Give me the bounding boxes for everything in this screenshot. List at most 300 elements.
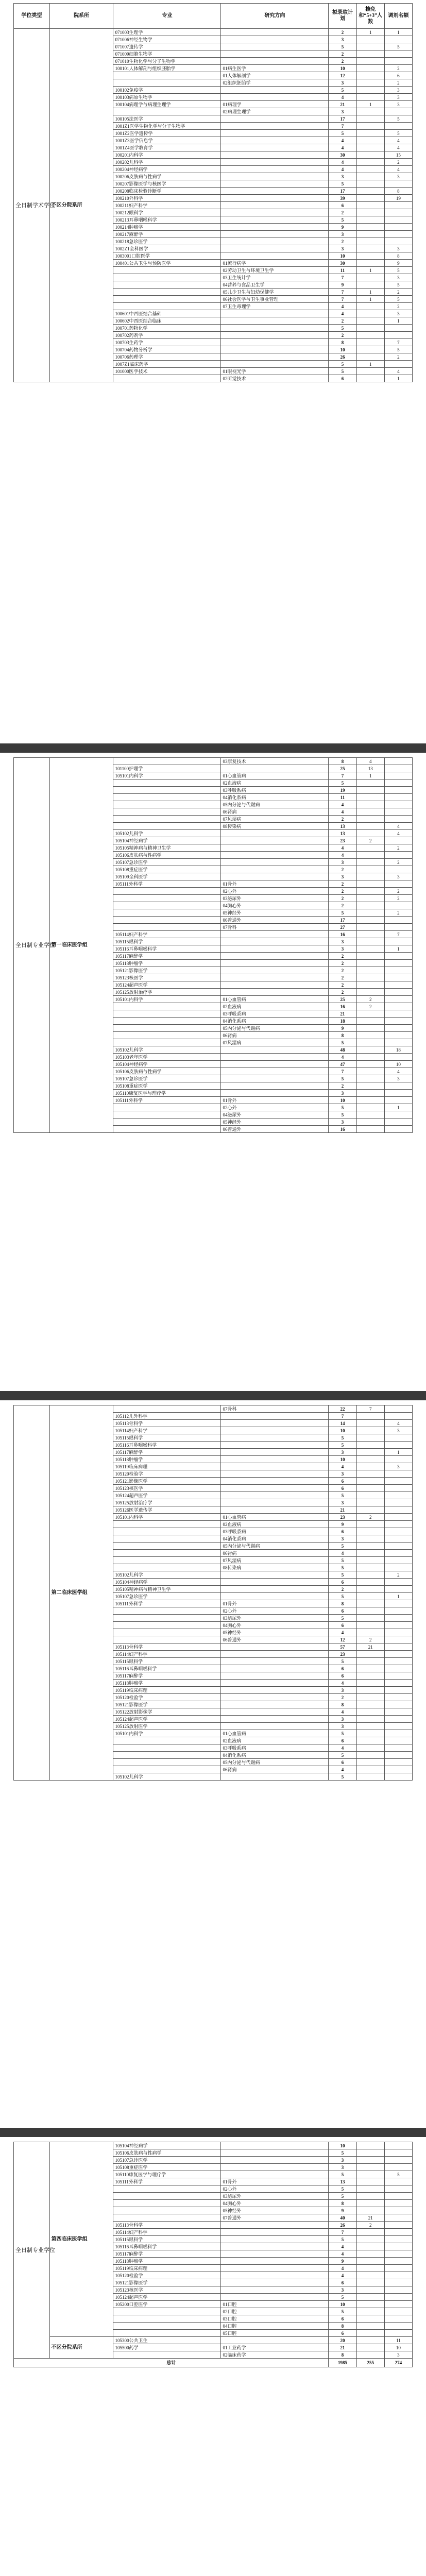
direction-cell: 01骨外 [221, 1600, 329, 1607]
major-cell [113, 1752, 221, 1759]
major-cell: 105106皮肤病与性病学 [113, 1068, 221, 1075]
plan-count-cell: 2 [329, 29, 356, 36]
exempt-count-cell [356, 924, 384, 931]
plan-count-cell: 5 [329, 1615, 356, 1622]
major-cell: 100202儿科学 [113, 159, 221, 166]
direction-cell: 06社会医学与卫生事业管理 [221, 296, 329, 303]
plan-count-cell: 4 [329, 1744, 356, 1752]
major-cell: 100207影像医学与核医学 [113, 180, 221, 188]
adjust-count-cell: 5 [384, 267, 412, 274]
adjust-count-cell [384, 1025, 412, 1032]
major-cell: 105119临床病理 [113, 2265, 221, 2272]
direction-cell [221, 1434, 329, 1442]
major-cell: 105125放射治疗学 [113, 989, 221, 996]
plan-count-cell: 4 [329, 310, 356, 317]
adjust-count-cell [384, 837, 412, 844]
exempt-count-cell [356, 787, 384, 794]
direction-cell: 05儿少卫生与妇幼保健学 [221, 289, 329, 296]
adjust-count-cell: 6 [384, 72, 412, 79]
adjust-count-cell [384, 1615, 412, 1622]
plan-count-cell: 5 [329, 87, 356, 94]
major-cell: 100401公共卫生与预防医学 [113, 260, 221, 267]
direction-cell [221, 974, 329, 981]
direction-cell: 01心血管病 [221, 772, 329, 779]
major-cell: 105120检验学 [113, 2272, 221, 2279]
adjust-count-cell [384, 2207, 412, 2214]
plan-count-cell: 6 [329, 1485, 356, 1492]
direction-cell [221, 1082, 329, 1090]
exempt-count-cell [356, 310, 384, 317]
total-adjust: 274 [384, 2359, 412, 2367]
exempt-count-cell [356, 1413, 384, 1420]
plan-count-cell: 3 [329, 859, 356, 866]
adjust-count-cell: 5 [384, 281, 412, 289]
major-cell: 071009细胞生物学 [113, 50, 221, 58]
adjust-count-cell: 7 [384, 931, 412, 938]
plan-count-cell: 11 [329, 794, 356, 801]
plan-count-cell: 6 [329, 1528, 356, 1535]
adjust-count-cell [384, 1730, 412, 1737]
exempt-count-cell [356, 339, 384, 346]
adjust-count-cell [384, 2229, 412, 2236]
direction-cell [221, 2294, 329, 2301]
plan-count-cell: 2 [329, 880, 356, 888]
direction-cell [221, 209, 329, 216]
major-cell: 105117麻醉学 [113, 1672, 221, 1680]
plan-count-cell: 6 [329, 2330, 356, 2337]
exempt-count-cell: 1 [356, 772, 384, 779]
exempt-count-cell [356, 1039, 384, 1046]
plan-count-cell: 5 [329, 2193, 356, 2200]
exempt-count-cell [356, 43, 384, 50]
direction-cell: 05内分泌与代谢病 [221, 1543, 329, 1550]
adjust-count-cell: 2 [384, 844, 412, 852]
major-cell: 1001Z2医学遗传学 [113, 130, 221, 137]
direction-cell [221, 1485, 329, 1492]
adjust-count-cell [384, 880, 412, 888]
column-header-adjust: 调剂名额 [384, 4, 412, 29]
adjust-count-cell [384, 2243, 412, 2250]
adjust-count-cell [384, 794, 412, 801]
major-cell: 105110康复医学与理疗学 [113, 2171, 221, 2178]
direction-cell [221, 50, 329, 58]
exempt-count-cell [356, 895, 384, 902]
plan-count-cell: 26 [329, 353, 356, 361]
column-header-direction: 研究方向 [221, 4, 329, 29]
major-cell: 105107急诊医学 [113, 2157, 221, 2164]
exempt-count-cell [356, 79, 384, 87]
major-cell: 071006神经生物学 [113, 36, 221, 43]
plan-count-cell: 2 [329, 1586, 356, 1593]
major-cell [113, 1615, 221, 1622]
direction-cell [221, 1499, 329, 1506]
total-exempt: 255 [356, 2359, 384, 2367]
adjust-count-cell [384, 2294, 412, 2301]
adjust-count-cell [384, 1680, 412, 1687]
plan-count-cell: 16 [329, 931, 356, 938]
exempt-count-cell [356, 953, 384, 960]
plan-count-cell: 23 [329, 1651, 356, 1658]
exempt-count-cell [356, 938, 384, 945]
direction-cell: 03呼吸系病 [221, 1528, 329, 1535]
direction-cell [221, 2236, 329, 2243]
exempt-count-cell [356, 2236, 384, 2243]
major-cell: 105114妇产科学 [113, 2229, 221, 2236]
direction-cell: 05口腔 [221, 2330, 329, 2337]
exempt-count-cell [356, 252, 384, 260]
major-cell: 105104神经病学 [113, 2142, 221, 2149]
major-cell: 100218急诊医学 [113, 238, 221, 245]
exempt-count-cell [356, 202, 384, 209]
direction-cell: 05内分泌与代谢病 [221, 1025, 329, 1032]
exempt-count-cell [356, 989, 384, 996]
major-cell: 105107急诊医学 [113, 1593, 221, 1600]
adjust-count-cell [384, 2193, 412, 2200]
adjust-count-cell [384, 1090, 412, 1097]
direction-cell: 02血液病 [221, 1521, 329, 1528]
exempt-count-cell [356, 866, 384, 873]
table-row [14, 29, 413, 36]
exempt-count-cell [356, 123, 384, 130]
direction-cell [221, 346, 329, 353]
plan-count-cell: 2 [329, 238, 356, 245]
plan-count-cell: 6 [329, 1672, 356, 1680]
plan-count-cell: 25 [329, 765, 356, 772]
exempt-count-cell [356, 325, 384, 332]
adjust-count-cell [384, 1032, 412, 1039]
exempt-count-cell [356, 260, 384, 267]
direction-cell: 05神经外 [221, 1118, 329, 1126]
department-cell: 不区分院系所 [49, 29, 113, 382]
adjust-count-cell [384, 1701, 412, 1708]
plan-count-cell: 2 [329, 317, 356, 325]
direction-cell [221, 1586, 329, 1593]
major-cell [113, 1550, 221, 1557]
exempt-count-cell [356, 1622, 384, 1629]
direction-cell [221, 1090, 329, 1097]
direction-cell [221, 1075, 329, 1082]
exempt-count-cell [356, 2207, 384, 2214]
exempt-count-cell [356, 794, 384, 801]
exempt-count-cell [356, 2157, 384, 2164]
exempt-count-cell [356, 2164, 384, 2171]
major-cell: 105102儿科学 [113, 1046, 221, 1054]
direction-cell: 03呼吸系病 [221, 1744, 329, 1752]
direction-cell [221, 1687, 329, 1694]
plan-count-cell: 5 [329, 1434, 356, 1442]
plan-count-cell: 6 [329, 1665, 356, 1672]
plan-count-cell: 6 [329, 1579, 356, 1586]
major-cell: 100701药物化学 [113, 325, 221, 332]
page-divider [0, 743, 426, 753]
direction-cell [221, 866, 329, 873]
adjust-count-cell: 1 [384, 1104, 412, 1111]
adjust-count-cell [384, 209, 412, 216]
direction-cell: 06肾病 [221, 808, 329, 816]
major-cell: 105123核医学 [113, 974, 221, 981]
direction-cell [221, 2171, 329, 2178]
adjust-count-cell [384, 1759, 412, 1766]
plan-count-cell: 4 [329, 2243, 356, 2250]
direction-cell: 07卫生毒理学 [221, 303, 329, 310]
exempt-count-cell [356, 2272, 384, 2279]
adjust-count-cell [384, 1557, 412, 1564]
exempt-count-cell [356, 72, 384, 79]
exempt-count-cell: 21 [356, 1643, 384, 1651]
adjust-count-cell [384, 1600, 412, 1607]
adjust-count-cell: 4 [384, 823, 412, 830]
major-cell [113, 1025, 221, 1032]
plan-count-cell: 5 [329, 43, 356, 50]
exempt-count-cell [356, 779, 384, 787]
exempt-count-cell [356, 1672, 384, 1680]
direction-cell [221, 1478, 329, 1485]
exempt-count-cell: 2 [356, 2222, 384, 2229]
adjust-count-cell [384, 58, 412, 65]
direction-cell: 01人体解剖学 [221, 72, 329, 79]
direction-cell [221, 87, 329, 94]
major-cell [113, 2315, 221, 2323]
direction-cell: 01口腔 [221, 2301, 329, 2308]
major-cell: 1001Z3医学信息学 [113, 137, 221, 144]
major-cell [113, 758, 221, 765]
major-cell: 105114妇产科学 [113, 1427, 221, 1434]
major-cell [113, 1521, 221, 1528]
plan-count-cell: 4 [329, 852, 356, 859]
plan-count-cell: 4 [329, 808, 356, 816]
exempt-count-cell [356, 2185, 384, 2193]
direction-cell [221, 1506, 329, 1514]
adjust-count-cell: 2 [384, 888, 412, 895]
adjust-count-cell: 1 [384, 317, 412, 325]
direction-cell [221, 873, 329, 880]
direction-cell: 02血液病 [221, 779, 329, 787]
adjust-count-cell [384, 1643, 412, 1651]
adjust-count-cell: 3 [384, 245, 412, 252]
exempt-count-cell: 13 [356, 765, 384, 772]
plan-count-cell: 2 [329, 974, 356, 981]
plan-count-cell: 22 [329, 1405, 356, 1413]
adjust-count-cell [384, 1564, 412, 1571]
exempt-count-cell [356, 1665, 384, 1672]
major-cell [113, 1104, 221, 1111]
plan-count-cell: 17 [329, 917, 356, 924]
direction-cell [221, 353, 329, 361]
major-cell [113, 1032, 221, 1039]
major-cell: 1002Z1全科医学 [113, 245, 221, 252]
direction-cell: 04胸心外 [221, 2200, 329, 2207]
direction-cell [221, 58, 329, 65]
major-cell [113, 902, 221, 909]
plan-count-cell: 3 [329, 108, 356, 115]
direction-cell [221, 137, 329, 144]
direction-cell: 01骨外 [221, 1097, 329, 1104]
adjust-count-cell: 8 [384, 252, 412, 260]
adjust-count-cell: 2 [384, 79, 412, 87]
department-cell: 第一临床医学组 [49, 758, 113, 1133]
adjust-count-cell: 5 [384, 43, 412, 50]
adjust-count-cell: 1 [384, 1449, 412, 1456]
adjust-count-cell [384, 1010, 412, 1018]
plan-count-cell: 6 [329, 2279, 356, 2286]
column-header-exempt: 推免和“5+3”人数 [356, 4, 384, 29]
direction-cell: 07骨科 [221, 924, 329, 931]
exempt-count-cell [356, 1427, 384, 1434]
major-cell [113, 801, 221, 808]
adjust-count-cell [384, 224, 412, 231]
exempt-count-cell [356, 166, 384, 173]
adjust-count-cell [384, 36, 412, 43]
plan-count-cell: 7 [329, 2229, 356, 2236]
adjust-count-cell [384, 1658, 412, 1665]
exempt-count-cell [356, 1759, 384, 1766]
page-divider [0, 1391, 426, 1400]
direction-cell [221, 2157, 329, 2164]
direction-cell [221, 852, 329, 859]
exempt-count-cell [356, 1651, 384, 1658]
exempt-count-cell [356, 967, 384, 974]
exempt-count-cell [356, 1766, 384, 1773]
plan-count-cell: 9 [329, 2258, 356, 2265]
exempt-count-cell: 7 [356, 1405, 384, 1413]
major-cell: 071003生理学 [113, 29, 221, 36]
adjust-count-cell [384, 1442, 412, 1449]
table-page-4 [13, 2142, 413, 2367]
adjust-count-cell [384, 1039, 412, 1046]
exempt-count-cell [356, 1032, 384, 1039]
direction-cell [221, 1442, 329, 1449]
plan-count-cell: 25 [329, 996, 356, 1003]
plan-count-cell: 6 [329, 1607, 356, 1615]
direction-cell [221, 173, 329, 180]
adjust-count-cell [384, 1744, 412, 1752]
direction-cell [221, 1427, 329, 1434]
direction-cell: 07风湿病 [221, 1557, 329, 1564]
plan-count-cell: 3 [329, 79, 356, 87]
direction-cell [221, 989, 329, 996]
plan-count-cell: 6 [329, 202, 356, 209]
adjust-count-cell [384, 2301, 412, 2308]
direction-cell [221, 94, 329, 101]
plan-count-cell: 8 [329, 758, 356, 765]
direction-cell [221, 2337, 329, 2344]
major-cell: 105114妇产科学 [113, 931, 221, 938]
column-header-plan: 拟录取计划 [329, 4, 356, 29]
exempt-count-cell [356, 945, 384, 953]
plan-count-cell: 5 [329, 2308, 356, 2315]
exempt-count-cell [356, 1579, 384, 1586]
adjust-count-cell [384, 2214, 412, 2222]
adjust-count-cell [384, 2330, 412, 2337]
exempt-count-cell [356, 2178, 384, 2185]
major-cell: 105109全科医学 [113, 873, 221, 880]
major-cell: 105101内科学 [113, 1730, 221, 1737]
plan-count-cell: 4 [329, 844, 356, 852]
exempt-count-cell [356, 2286, 384, 2294]
adjust-count-cell [384, 1506, 412, 1514]
exempt-count-cell [356, 130, 384, 137]
exempt-count-cell: 2 [356, 1514, 384, 1521]
plan-count-cell: 5 [329, 2294, 356, 2301]
adjust-count-cell: 15 [384, 151, 412, 159]
plan-count-cell: 3 [329, 938, 356, 945]
adjust-count-cell [384, 361, 412, 368]
exempt-count-cell [356, 909, 384, 917]
major-cell [113, 895, 221, 902]
exempt-count-cell [356, 2344, 384, 2351]
plan-count-cell: 2 [329, 209, 356, 216]
direction-cell: 06肾病 [221, 1032, 329, 1039]
exempt-count-cell: 1 [356, 296, 384, 303]
major-cell [113, 1010, 221, 1018]
direction-cell: 02组织胚胎学 [221, 79, 329, 87]
plan-count-cell: 21 [329, 1010, 356, 1018]
exempt-count-cell [356, 1075, 384, 1082]
adjust-count-cell: 10 [384, 1061, 412, 1068]
exempt-count-cell [356, 353, 384, 361]
plan-count-cell: 3 [329, 2157, 356, 2164]
major-cell [113, 909, 221, 917]
direction-cell: 04胸心外 [221, 902, 329, 909]
plan-count-cell: 8 [329, 1701, 356, 1708]
plan-count-cell: 2 [329, 816, 356, 823]
adjust-count-cell [384, 1514, 412, 1521]
exempt-count-cell [356, 87, 384, 94]
column-header-major: 专业 [113, 4, 221, 29]
direction-cell [221, 1658, 329, 1665]
adjust-count-cell: 4 [384, 1420, 412, 1427]
adjust-count-cell: 3 [384, 2351, 412, 2359]
plan-count-cell: 39 [329, 195, 356, 202]
major-cell: 105116耳鼻咽喉科学 [113, 2243, 221, 2250]
adjust-count-cell [384, 1723, 412, 1730]
major-cell: 105125放射医学 [113, 1723, 221, 1730]
exempt-count-cell [356, 816, 384, 823]
plan-count-cell: 47 [329, 1061, 356, 1068]
exempt-count-cell [356, 368, 384, 375]
major-cell: 105110康复医学与理疗学 [113, 1090, 221, 1097]
adjust-count-cell [384, 2236, 412, 2243]
adjust-count-cell: 2 [384, 303, 412, 310]
total-row [14, 2359, 413, 2367]
plan-count-cell: 5 [329, 1564, 356, 1571]
major-cell: 105125放射治疗学 [113, 1499, 221, 1506]
direction-cell [221, 1470, 329, 1478]
exempt-count-cell [356, 1442, 384, 1449]
major-cell: 100602中西医结合临床 [113, 317, 221, 325]
major-cell [113, 2351, 221, 2359]
direction-cell: 02心外 [221, 888, 329, 895]
major-cell: 105111外科学 [113, 880, 221, 888]
admissions-table [13, 3, 413, 382]
plan-count-cell: 10 [329, 252, 356, 260]
major-cell: 105104神经病学 [113, 1061, 221, 1068]
direction-cell [221, 1068, 329, 1075]
major-cell: 105118肿瘤学 [113, 1456, 221, 1463]
plan-count-cell: 3 [329, 245, 356, 252]
major-cell: 105121影像医学 [113, 1478, 221, 1485]
table-row [14, 1405, 413, 1413]
table-page-2 [13, 757, 413, 1133]
adjust-count-cell: 2 [384, 353, 412, 361]
adjust-count-cell [384, 1018, 412, 1025]
adjust-count-cell [384, 1413, 412, 1420]
exempt-count-cell [356, 1025, 384, 1032]
plan-count-cell: 7 [329, 289, 356, 296]
direction-cell [221, 252, 329, 260]
plan-count-cell: 4 [329, 137, 356, 144]
major-cell [113, 1622, 221, 1629]
